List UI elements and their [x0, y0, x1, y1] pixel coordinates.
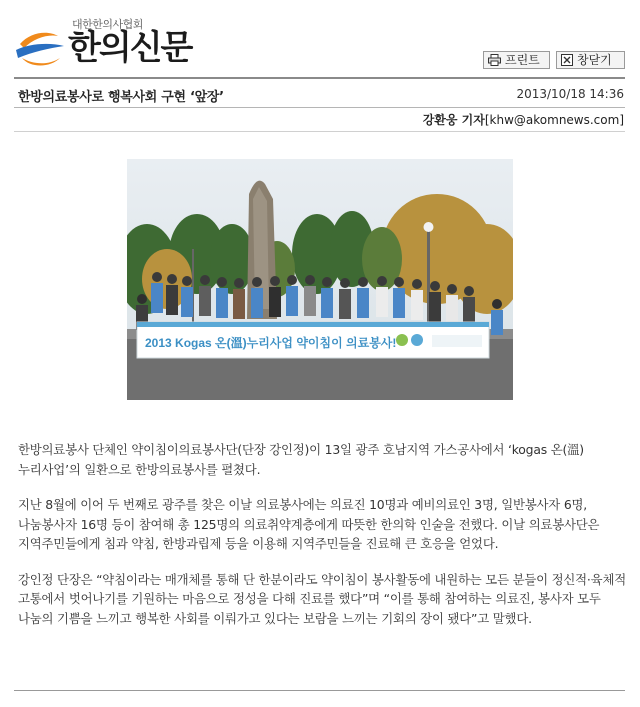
article-photo [127, 159, 513, 400]
article-paragraph: 한방의료봉사 단체인 약이침이의료봉사단(단장 강인정)이 13일 광주 호남지역 가스공사에서 ‘kogas 온(溫)누리사업’의 일환으로 한방의료봉사를 펼쳤다. [18, 442, 584, 477]
photo-banner-text: 2013 Kogas 온(溫)누리사업 약이침이 의료봉사! [145, 336, 397, 350]
close-window-button[interactable] [556, 51, 625, 69]
printer-icon [488, 54, 501, 66]
footer-divider [14, 690, 625, 691]
paper-name: 한의신문 [68, 28, 192, 68]
org-name: 대한한의사협회 [72, 18, 143, 31]
newspaper-logo [14, 16, 214, 68]
byline [423, 111, 624, 128]
article-paragraph: 강인정 단장은 “약침이라는 매개체를 통해 단 한분이라도 약이침이 봉사활동에 내원하는 모든 분들이 정신적·육체적 고통에서 벗어나기를 기원하는 마음으로 정성을 다해 진료를 했다”며 “이를 통해 참여하는 의료진, 봉사자 모두 나눔의 기쁨을 느끼고 행복한 사회를 이뤄가고 있다는 보람을 느끼는 기회의 장이 됐다”고 말했다. [18, 571, 626, 626]
close-box-icon [561, 54, 573, 66]
print-label: 프린트 [505, 53, 540, 67]
article-date: 2013/10/18 14:36 [516, 87, 624, 101]
article-body [18, 440, 628, 644]
article-headline: 한방의료봉사로 행복사회 구현 ‘앞장’ [18, 90, 224, 105]
header-divider [14, 77, 625, 79]
article-paragraph: 지난 8월에 이어 두 번째로 광주를 찾은 이날 의료봉사에는 의료진 10명과 예비의료인 3명, 일반봉사자 6명, 나눔봉사자 16명 등이 참여해 총 125명의 의료취약계층에게 따뜻한 한의학 인술을 전했다. 이날 의료봉사단은 지역주민들에게 침과 약침, 한방과립제 등을 이용해 지역주민들을 진료해 큰 호응을 얻었다. [18, 497, 600, 551]
reporter-email[interactable]: [khw@akomnews.com] [484, 113, 624, 127]
group-photo-illustration [127, 159, 513, 400]
print-button[interactable] [483, 51, 550, 69]
byline-divider [14, 131, 625, 132]
logo-swoosh-icon [14, 28, 66, 68]
close-label: 창닫기 [577, 53, 612, 67]
headline-divider [14, 107, 625, 108]
reporter-name: 강환웅 기자 [422, 113, 485, 127]
